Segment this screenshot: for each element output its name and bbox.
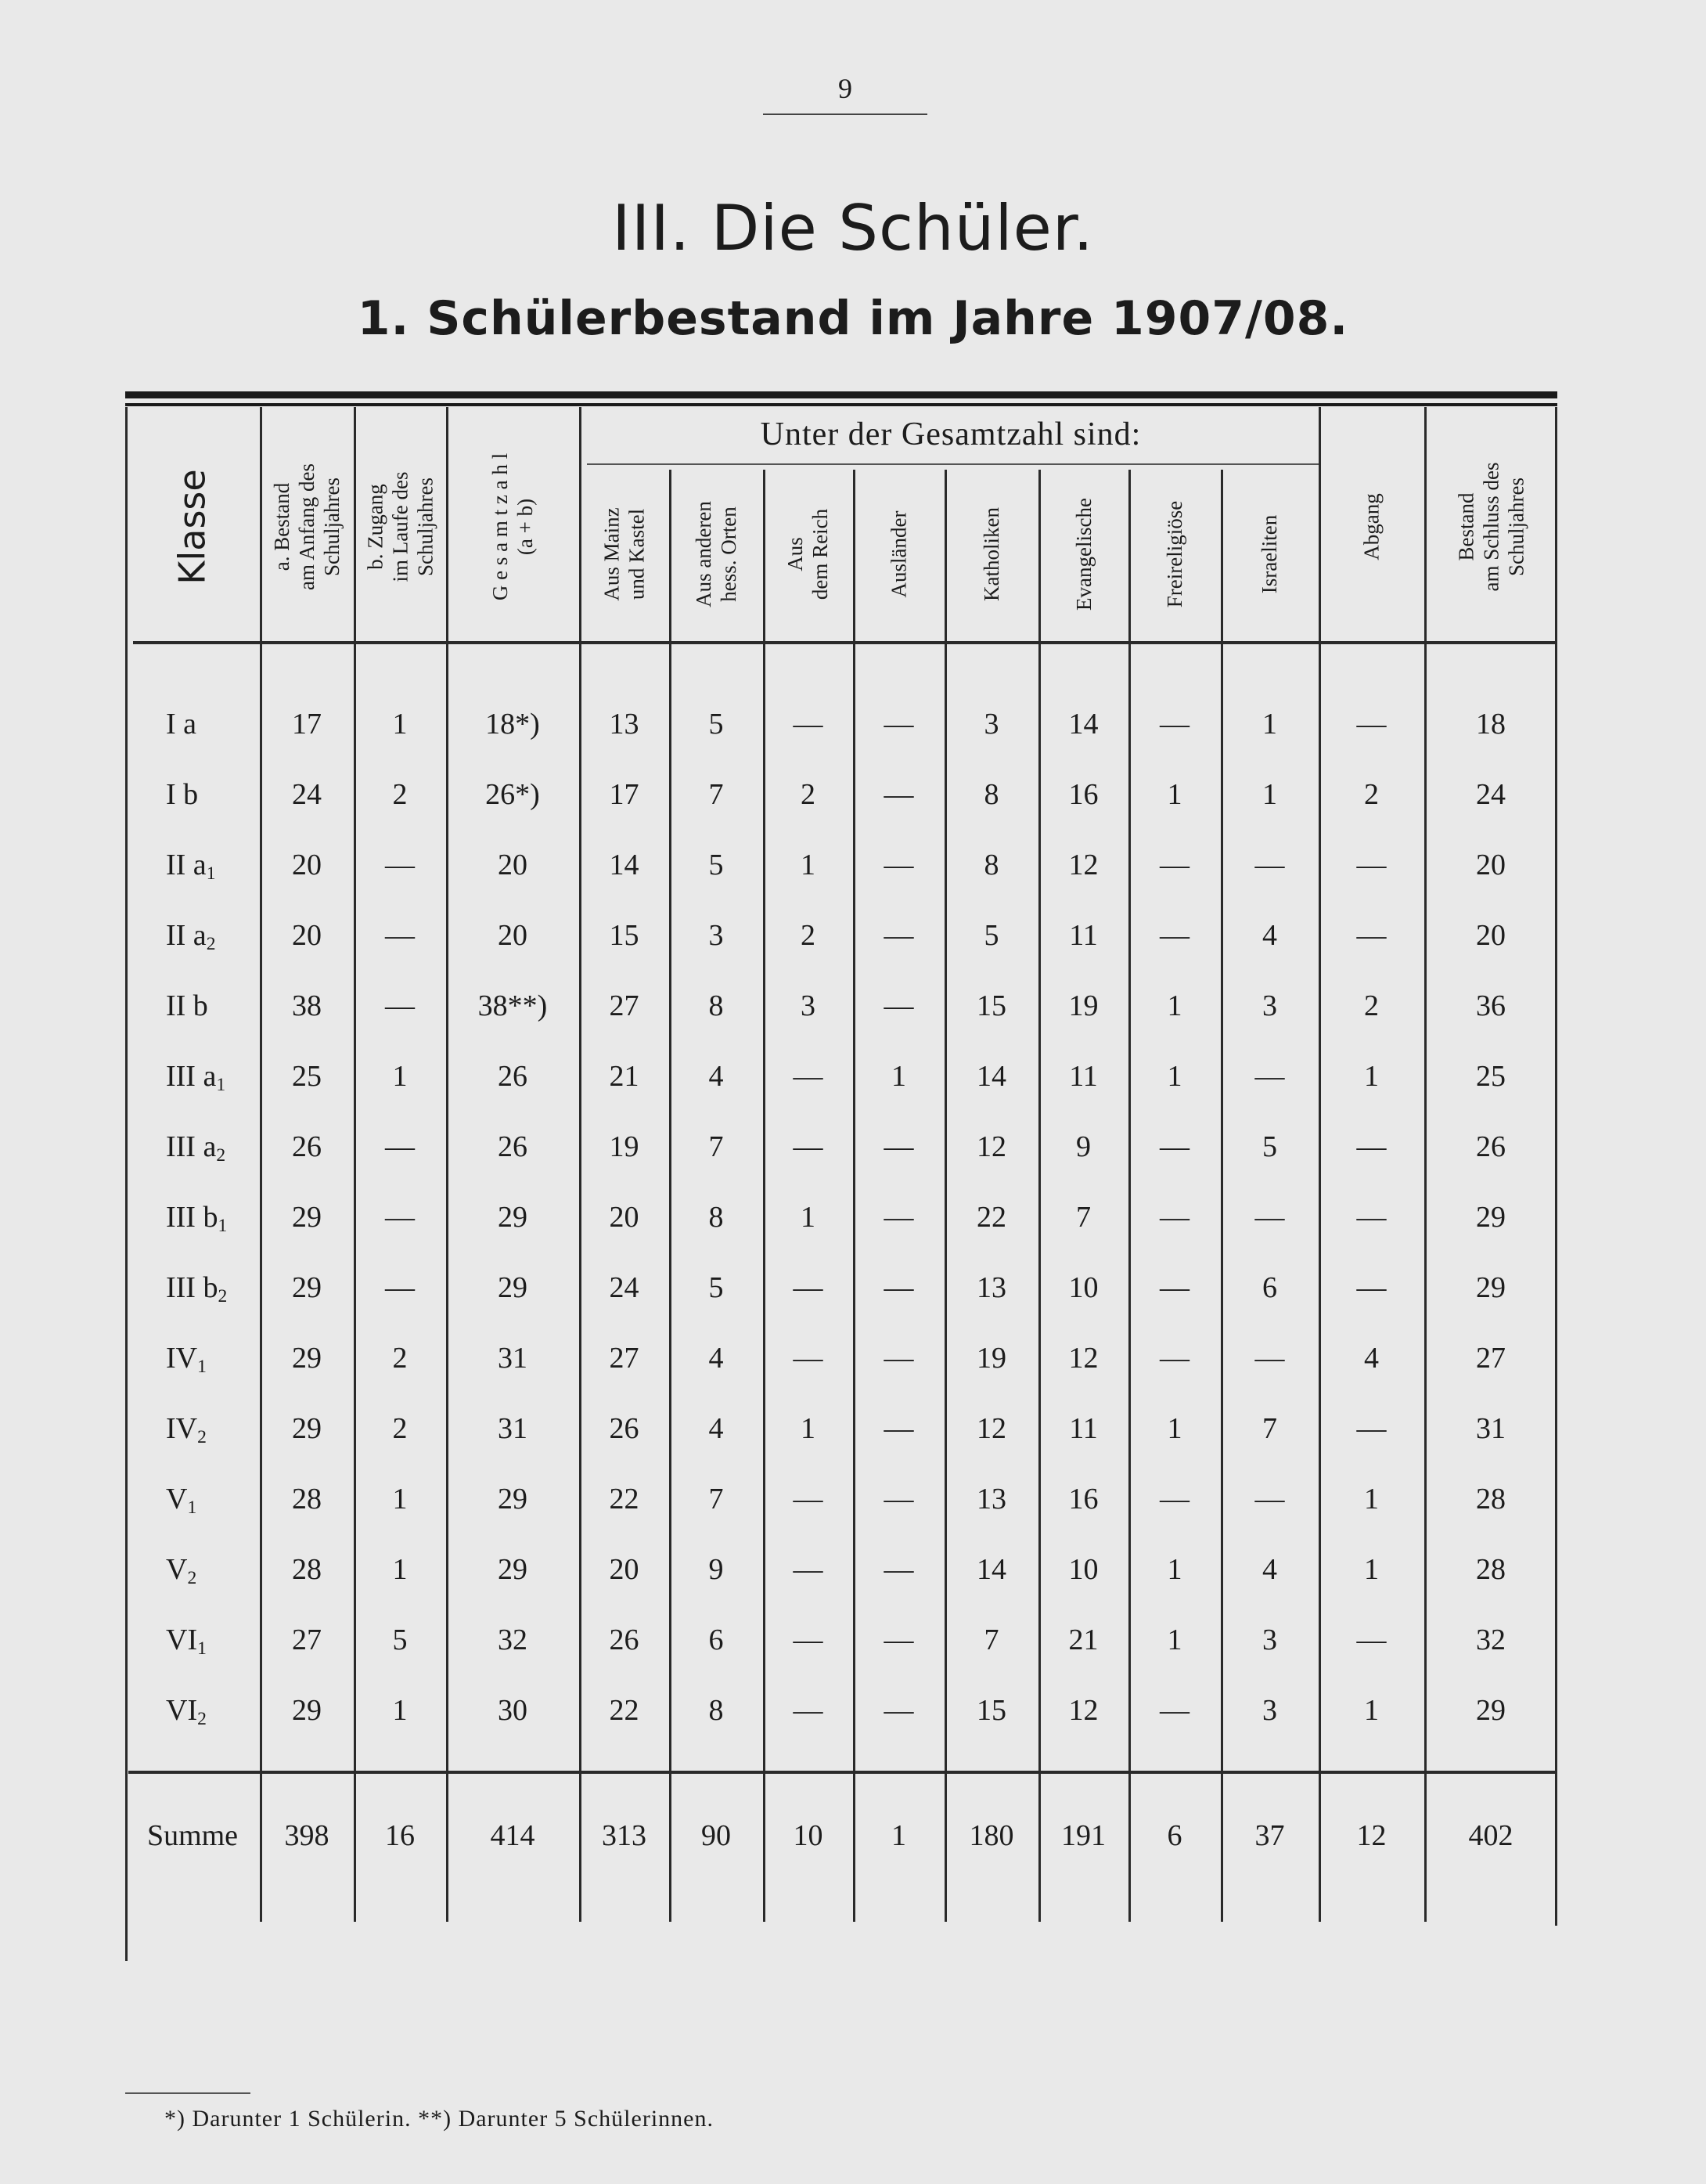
cell-evangelische: 11: [1069, 1412, 1098, 1445]
cell-auslaender: —: [884, 1624, 914, 1656]
cell-auslaender: —: [884, 1201, 914, 1234]
cell-auslaender: 1: [891, 1060, 906, 1093]
cell-klasse: III $a_2$: [166, 1130, 226, 1166]
table-row: [125, 971, 1557, 1041]
cell-bestand-anfang: 28: [292, 1483, 322, 1515]
cell-bestand-anfang: 38: [292, 989, 322, 1022]
table-row: [125, 1675, 1557, 1746]
header-auslaender: Ausländer: [887, 510, 911, 597]
cell-evangelische: 11: [1069, 1060, 1098, 1093]
cell-auslaender: —: [884, 778, 914, 811]
cell-gesamtzahl: 18*): [485, 708, 540, 741]
cell-freireligioese: —: [1160, 849, 1190, 881]
cell-bestand-schluss: 31: [1476, 1412, 1506, 1445]
cell-reich: 1: [801, 849, 815, 881]
header-gesamtzahl: G e s a m t z a h l (a + b): [488, 452, 538, 600]
cell-bestand-anfang: 28: [292, 1553, 322, 1586]
cell-katholiken: 180: [969, 1819, 1014, 1852]
cell-gesamtzahl: 414: [490, 1819, 535, 1852]
cell-freireligioese: —: [1160, 1271, 1190, 1304]
cell-israeliten: 4: [1262, 1553, 1277, 1586]
cell-bestand-anfang: 24: [292, 778, 322, 811]
cell-bestand-anfang: 29: [292, 1271, 322, 1304]
cell-abgang: —: [1356, 849, 1387, 881]
enrollment-table: [125, 391, 1557, 1957]
cell-gesamtzahl: 32: [498, 1624, 527, 1656]
header-zugang: b. Zugang im Laufe des Schuljahres: [363, 471, 437, 582]
cell-bestand-schluss: 32: [1476, 1624, 1506, 1656]
header-klasse: Klasse: [171, 468, 214, 585]
cell-mainz-kastel: 21: [609, 1060, 639, 1093]
cell-reich: 2: [801, 778, 815, 811]
table-row: [125, 1464, 1557, 1534]
cell-freireligioese: —: [1160, 919, 1190, 952]
cell-bestand-anfang: 20: [292, 849, 322, 881]
cell-evangelische: 10: [1068, 1553, 1099, 1586]
cell-katholiken: 15: [977, 989, 1006, 1022]
cell-abgang: 1: [1364, 1694, 1379, 1727]
cell-bestand-schluss: 25: [1476, 1060, 1506, 1093]
cell-klasse: II $a_2$: [166, 919, 216, 954]
cell-auslaender: 1: [891, 1819, 906, 1852]
cell-israeliten: 7: [1262, 1412, 1277, 1445]
cell-klasse: III $b_2$: [166, 1271, 228, 1306]
cell-bestand-schluss: 20: [1476, 919, 1506, 952]
cell-israeliten: —: [1254, 1201, 1285, 1234]
cell-auslaender: —: [884, 1553, 914, 1586]
cell-katholiken: 15: [977, 1694, 1006, 1727]
cell-mainz-kastel: 24: [609, 1271, 639, 1304]
cell-evangelische: 191: [1061, 1819, 1106, 1852]
cell-abgang: —: [1356, 708, 1387, 741]
table-row: [125, 1605, 1557, 1675]
cell-freireligioese: 6: [1167, 1819, 1182, 1852]
cell-israeliten: 1: [1262, 708, 1277, 741]
cell-katholiken: 5: [984, 919, 999, 952]
cell-reich: —: [793, 1271, 823, 1304]
cell-freireligioese: 1: [1167, 989, 1182, 1022]
cell-abgang: —: [1356, 919, 1387, 952]
cell-bestand-schluss: 20: [1476, 849, 1506, 881]
cell-zugang: 1: [392, 1483, 408, 1515]
cell-freireligioese: 1: [1167, 1412, 1182, 1445]
cell-auslaender: —: [884, 1271, 914, 1304]
cell-mainz-kastel: 27: [609, 1342, 639, 1375]
cell-bestand-schluss: 29: [1476, 1694, 1506, 1727]
cell-zugang: —: [385, 989, 415, 1022]
cell-gesamtzahl: 26*): [485, 778, 540, 811]
cell-abgang: —: [1356, 1412, 1387, 1445]
cell-abgang: —: [1356, 1271, 1387, 1304]
cell-bestand-anfang: 25: [292, 1060, 322, 1093]
cell-bestand-schluss: 36: [1476, 989, 1506, 1022]
cell-gesamtzahl: 26: [498, 1130, 527, 1163]
cell-bestand-schluss: 26: [1476, 1130, 1506, 1163]
cell-reich: 1: [801, 1412, 815, 1445]
cell-zugang: —: [385, 849, 415, 881]
cell-auslaender: —: [884, 708, 914, 741]
cell-gesamtzahl: 29: [498, 1201, 527, 1234]
cell-zugang: 2: [392, 1342, 408, 1375]
cell-auslaender: —: [884, 1130, 914, 1163]
cell-zugang: —: [385, 919, 415, 952]
cell-mainz-kastel: 26: [609, 1624, 639, 1656]
cell-evangelische: 12: [1068, 849, 1099, 881]
cell-klasse: $IV_2$: [166, 1412, 207, 1447]
cell-gesamtzahl: 20: [498, 919, 527, 952]
cell-reich: —: [793, 1342, 823, 1375]
footnote: *) Darunter 1 Schülerin. **) Darunter 5 Schülerinnen.: [164, 2106, 714, 2132]
cell-zugang: —: [385, 1130, 415, 1163]
cell-andere-orten: 7: [708, 1483, 724, 1515]
cell-reich: —: [793, 1694, 823, 1727]
cell-zugang: —: [385, 1201, 415, 1234]
cell-andere-orten: 9: [708, 1553, 724, 1586]
cell-evangelische: 12: [1068, 1694, 1099, 1727]
header-evangelische: Evangelische: [1071, 497, 1096, 611]
cell-zugang: —: [385, 1271, 415, 1304]
group-header-rule: [587, 463, 1319, 465]
cell-bestand-anfang: 27: [292, 1624, 322, 1656]
header-abgang: Abgang: [1359, 492, 1384, 560]
cell-abgang: 2: [1364, 989, 1379, 1022]
header-freireligioese: Freireligiöse: [1163, 500, 1186, 607]
cell-katholiken: 22: [977, 1201, 1006, 1234]
table-row: [125, 1112, 1557, 1182]
cell-freireligioese: 1: [1167, 1553, 1182, 1586]
cell-auslaender: —: [884, 989, 914, 1022]
cell-gesamtzahl: 31: [498, 1412, 527, 1445]
header-bottom-rule: [133, 641, 1557, 644]
table-row: [125, 1041, 1557, 1112]
cell-auslaender: —: [884, 849, 914, 881]
cell-evangelische: 11: [1069, 919, 1098, 952]
cell-reich: —: [793, 1130, 823, 1163]
cell-abgang: 1: [1364, 1553, 1379, 1586]
cell-mainz-kastel: 13: [609, 708, 639, 741]
cell-abgang: 1: [1364, 1060, 1379, 1093]
cell-reich: —: [793, 1060, 823, 1093]
cell-reich: —: [793, 1483, 823, 1515]
cell-gesamtzahl: 26: [498, 1060, 527, 1093]
cell-klasse: II $a_1$: [166, 849, 216, 884]
cell-israeliten: 3: [1262, 989, 1277, 1022]
table-row: [125, 689, 1557, 759]
cell-evangelische: 19: [1068, 989, 1099, 1022]
cell-evangelische: 10: [1068, 1271, 1099, 1304]
cell-klasse: II b: [166, 989, 208, 1022]
cell-reich: —: [793, 708, 823, 741]
cell-andere-orten: 4: [708, 1060, 724, 1093]
header-reich: Aus dem Reich: [783, 508, 833, 600]
header-bestand-anfang: a. Bestand am Anfang des Schuljahres: [270, 463, 344, 590]
cell-freireligioese: —: [1160, 1201, 1190, 1234]
cell-klasse: $IV_1$: [166, 1342, 207, 1377]
cell-katholiken: 8: [984, 849, 999, 881]
cell-bestand-anfang: 29: [292, 1694, 322, 1727]
cell-abgang: 4: [1364, 1342, 1379, 1375]
cell-klasse: I a: [166, 708, 197, 741]
header-andere-orten: Aus anderen hess. Orten: [692, 500, 741, 607]
cell-gesamtzahl: 31: [498, 1342, 527, 1375]
cell-reich: 10: [793, 1819, 823, 1852]
cell-israeliten: 5: [1262, 1130, 1277, 1163]
cell-klasse: I b: [166, 778, 199, 811]
cell-katholiken: 3: [984, 708, 999, 741]
cell-abgang: —: [1356, 1624, 1387, 1656]
cell-israeliten: 3: [1262, 1624, 1277, 1656]
cell-reich: —: [793, 1553, 823, 1586]
cell-mainz-kastel: 313: [602, 1819, 646, 1852]
table-row: [125, 1534, 1557, 1605]
table-row: [125, 1323, 1557, 1393]
cell-katholiken: 13: [977, 1483, 1006, 1515]
cell-evangelische: 9: [1076, 1130, 1091, 1163]
cell-abgang: 12: [1356, 1819, 1387, 1852]
group-header: Unter der Gesamtzahl sind:: [760, 416, 1142, 452]
cell-klasse: $VI_2$: [166, 1694, 207, 1729]
cell-bestand-schluss: 29: [1476, 1271, 1506, 1304]
cell-evangelische: 7: [1076, 1201, 1091, 1234]
cell-katholiken: 7: [984, 1624, 999, 1656]
cell-freireligioese: —: [1160, 1694, 1190, 1727]
summe-row: [125, 1800, 1557, 1871]
cell-auslaender: —: [884, 1694, 914, 1727]
cell-reich: 3: [801, 989, 815, 1022]
cell-klasse: $V_2$: [166, 1553, 197, 1588]
cell-israeliten: 3: [1262, 1694, 1277, 1727]
cell-freireligioese: —: [1160, 1483, 1190, 1515]
section-title: III. Die Schüler.: [612, 192, 1094, 265]
cell-andere-orten: 7: [708, 778, 724, 811]
cell-mainz-kastel: 17: [609, 778, 639, 811]
cell-auslaender: —: [884, 1342, 914, 1375]
cell-andere-orten: 8: [708, 1694, 724, 1727]
cell-katholiken: 12: [977, 1412, 1006, 1445]
header-mainz-kastel: Aus Mainz und Kastel: [599, 506, 649, 601]
cell-gesamtzahl: 30: [498, 1694, 527, 1727]
cell-katholiken: 12: [977, 1130, 1006, 1163]
cell-bestand-anfang: 17: [292, 708, 322, 741]
cell-abgang: —: [1356, 1201, 1387, 1234]
cell-israeliten: 37: [1254, 1819, 1285, 1852]
cell-bestand-anfang: 29: [292, 1201, 322, 1234]
cell-mainz-kastel: 22: [609, 1694, 639, 1727]
cell-andere-orten: 5: [708, 849, 724, 881]
cell-bestand-schluss: 27: [1476, 1342, 1506, 1375]
cell-katholiken: 19: [977, 1342, 1006, 1375]
cell-reich: —: [793, 1624, 823, 1656]
cell-gesamtzahl: 29: [498, 1483, 527, 1515]
cell-mainz-kastel: 27: [609, 989, 639, 1022]
header-bestand-schluss: Bestand am Schluss des Schuljahres: [1454, 462, 1528, 591]
cell-andere-orten: 5: [708, 708, 724, 741]
cell-auslaender: —: [884, 919, 914, 952]
cell-mainz-kastel: 14: [609, 849, 639, 881]
cell-klasse: $VI_1$: [166, 1624, 207, 1659]
cell-bestand-schluss: 28: [1476, 1483, 1506, 1515]
cell-andere-orten: 3: [708, 919, 724, 952]
cell-reich: 2: [801, 919, 815, 952]
cell-klasse: III $a_1$: [166, 1060, 226, 1095]
cell-andere-orten: 4: [708, 1342, 724, 1375]
table-row: [125, 1182, 1557, 1252]
cell-bestand-schluss: 402: [1468, 1819, 1513, 1852]
cell-mainz-kastel: 19: [609, 1130, 639, 1163]
cell-evangelische: 14: [1068, 708, 1099, 741]
cell-evangelische: 12: [1068, 1342, 1099, 1375]
cell-gesamtzahl: 20: [498, 849, 527, 881]
table-title: 1. Schülerbestand im Jahre 1907/08.: [357, 291, 1349, 346]
header-katholiken: Katholiken: [979, 506, 1003, 601]
cell-klasse: $V_1$: [166, 1483, 197, 1518]
cell-zugang: 1: [392, 708, 408, 741]
cell-freireligioese: 1: [1167, 778, 1182, 811]
cell-katholiken: 14: [977, 1553, 1006, 1586]
cell-auslaender: —: [884, 1412, 914, 1445]
cell-andere-orten: 7: [708, 1130, 724, 1163]
table-row: [125, 1393, 1557, 1464]
cell-klasse: III $b_1$: [166, 1201, 228, 1236]
cell-bestand-schluss: 28: [1476, 1553, 1506, 1586]
cell-evangelische: 16: [1068, 1483, 1099, 1515]
cell-andere-orten: 8: [708, 989, 724, 1022]
table-row: [125, 1252, 1557, 1323]
cell-mainz-kastel: 20: [609, 1201, 639, 1234]
cell-andere-orten: 8: [708, 1201, 724, 1234]
cell-zugang: 16: [385, 1819, 415, 1852]
cell-bestand-anfang: 20: [292, 919, 322, 952]
cell-katholiken: 13: [977, 1271, 1006, 1304]
header-israeliten: Israeliten: [1258, 514, 1282, 593]
cell-andere-orten: 90: [701, 1819, 731, 1852]
cell-andere-orten: 5: [708, 1271, 724, 1304]
cell-bestand-anfang: 26: [292, 1130, 322, 1163]
cell-andere-orten: 6: [708, 1624, 724, 1656]
cell-bestand-anfang: 398: [284, 1819, 329, 1852]
cell-mainz-kastel: 26: [609, 1412, 639, 1445]
cell-andere-orten: 4: [708, 1412, 724, 1445]
cell-reich: 1: [801, 1201, 815, 1234]
summe-top-rule: [128, 1771, 1557, 1774]
cell-freireligioese: 1: [1167, 1624, 1182, 1656]
table-top-rule-thin: [125, 403, 1557, 406]
cell-gesamtzahl: 29: [498, 1553, 527, 1586]
cell-bestand-schluss: 29: [1476, 1201, 1506, 1234]
cell-freireligioese: —: [1160, 1130, 1190, 1163]
cell-bestand-schluss: 18: [1476, 708, 1506, 741]
cell-freireligioese: —: [1160, 1342, 1190, 1375]
cell-israeliten: —: [1254, 1060, 1285, 1093]
cell-bestand-anfang: 29: [292, 1412, 322, 1445]
cell-israeliten: 4: [1262, 919, 1277, 952]
cell-zugang: 1: [392, 1553, 408, 1586]
cell-katholiken: 14: [977, 1060, 1006, 1093]
cell-israeliten: —: [1254, 1483, 1285, 1515]
cell-israeliten: —: [1254, 1342, 1285, 1375]
cell-zugang: 5: [392, 1624, 408, 1656]
cell-freireligioese: —: [1160, 708, 1190, 741]
cell-mainz-kastel: 22: [609, 1483, 639, 1515]
cell-mainz-kastel: 20: [609, 1553, 639, 1586]
cell-israeliten: 1: [1262, 778, 1277, 811]
cell-freireligioese: 1: [1167, 1060, 1182, 1093]
cell-auslaender: —: [884, 1483, 914, 1515]
page-number-rule: [763, 114, 927, 115]
cell-zugang: 2: [392, 1412, 408, 1445]
cell-israeliten: 6: [1262, 1271, 1277, 1304]
cell-zugang: 1: [392, 1694, 408, 1727]
cell-zugang: 1: [392, 1060, 408, 1093]
cell-abgang: 1: [1364, 1483, 1379, 1515]
table-row: [125, 830, 1557, 900]
cell-israeliten: —: [1254, 849, 1285, 881]
cell-katholiken: 8: [984, 778, 999, 811]
page-number: 9: [838, 73, 852, 104]
cell-summe-label: Summe: [146, 1819, 239, 1852]
cell-evangelische: 21: [1068, 1624, 1099, 1656]
cell-zugang: 2: [392, 778, 408, 811]
footnote-rule: [125, 2092, 250, 2094]
cell-evangelische: 16: [1068, 778, 1099, 811]
table-row: [125, 900, 1557, 971]
cell-mainz-kastel: 15: [609, 919, 639, 952]
cell-bestand-schluss: 24: [1476, 778, 1506, 811]
cell-abgang: —: [1356, 1130, 1387, 1163]
cell-abgang: 2: [1364, 778, 1379, 811]
table-row: [125, 759, 1557, 830]
cell-bestand-anfang: 29: [292, 1342, 322, 1375]
table-top-rule: [125, 391, 1557, 398]
cell-gesamtzahl: 38**): [477, 989, 548, 1022]
cell-gesamtzahl: 29: [498, 1271, 527, 1304]
